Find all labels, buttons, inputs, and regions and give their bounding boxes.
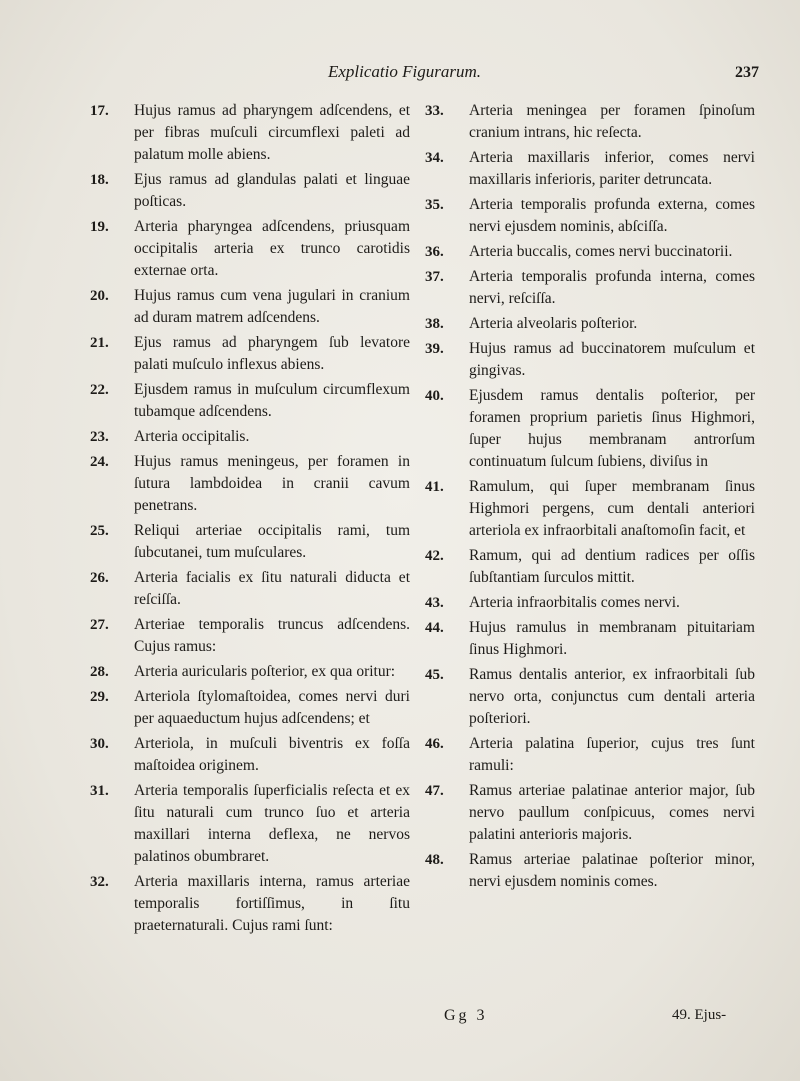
list-item [425, 338, 755, 382]
item-number: 21. [90, 335, 109, 351]
list-item [90, 216, 410, 282]
signature-mark: Gg 3 [444, 1007, 488, 1024]
item-number: 45. [425, 667, 444, 683]
list-item [90, 567, 410, 611]
list-item [425, 780, 755, 846]
list-item [425, 664, 755, 730]
item-text: Ramus arteriae palatinae anterior major, ſub nervo paullum conſpicuus, comes nervi palatini anterioris majoris. [469, 782, 755, 843]
item-number: 43. [425, 595, 444, 611]
list-item [90, 614, 410, 658]
list-item [90, 520, 410, 564]
item-number: 31. [90, 783, 109, 799]
list-item [90, 285, 410, 329]
item-number: 29. [90, 689, 109, 705]
item-text: Arteria pharyngea adſcendens, priusquam occipitalis arteria ex trunco carotidis externae orta. [134, 218, 410, 279]
item-text: Arteria buccalis, comes nervi buccinatorii. [469, 243, 733, 260]
item-text: Arteria auricularis poſterior, ex qua oritur: [134, 663, 396, 680]
list-item [90, 451, 410, 517]
item-text: Ramum, qui ad dentium radices per oſſis ſubſtantiam ſurculos mittit. [469, 547, 755, 586]
item-text: Arteria temporalis profunda externa, comes nervi ejusdem nominis, abſciſſa. [469, 196, 755, 235]
item-number: 44. [425, 620, 444, 636]
item-number: 40. [425, 388, 444, 404]
list-item [90, 332, 410, 376]
item-number: 32. [90, 874, 109, 890]
item-text: Arteria occipitalis. [134, 428, 250, 445]
item-number: 28. [90, 664, 109, 680]
item-number: 47. [425, 783, 444, 799]
list-item [425, 617, 755, 661]
item-number: 46. [425, 736, 444, 752]
list-item [425, 241, 755, 263]
item-text: Ejus ramus ad glandulas palati et linguae poſticas. [134, 171, 410, 210]
item-text: Arteria facialis ex ſitu naturali diducta et reſciſſa. [134, 569, 410, 608]
item-text: Arteriola ſtylomaſtoidea, comes nervi duri per aquaeductum hujus adſcendens; et [134, 688, 410, 727]
item-text: Arteria temporalis ſuperficialis reſecta et ex ſitu naturali cum trunco ſuo et arteria maxillari interna deflexa, ne nervos palatinos obumbraret. [134, 782, 410, 865]
list-item [90, 426, 410, 448]
item-text: Arteriae temporalis truncus adſcendens. Cujus ramus: [134, 616, 410, 655]
item-text: Arteria maxillaris interna, ramus arteriae temporalis fortiſſimus, in ſitu praeternaturali. Cujus rami ſunt: [134, 873, 410, 934]
item-text: Ejusdem ramus dentalis poſterior, per foramen proprium parietis ſinus Highmori, ſuper hujus membranam antrorſum continuatum ſulcum ſubiens, diviſus in [469, 387, 755, 470]
item-number: 36. [425, 244, 444, 260]
item-text: Arteria meningea per foramen ſpinoſum cranium intrans, hic reſecta. [469, 102, 755, 141]
item-number: 42. [425, 548, 444, 564]
item-text: Ejusdem ramus in muſculum circumflexum tubamque adſcendens. [134, 381, 410, 420]
item-number: 22. [90, 382, 109, 398]
item-text: Arteria maxillaris inferior, comes nervi maxillaris inferioris, pariter detruncata. [469, 149, 755, 188]
page-number: 237 [735, 64, 759, 81]
item-text: Hujus ramus meningeus, per foramen in ſutura lambdoidea in cranii cavum penetrans. [134, 453, 410, 514]
list-item [90, 733, 410, 777]
list-item [425, 733, 755, 777]
item-text: Arteria alveolaris poſterior. [469, 315, 638, 332]
item-number: 25. [90, 523, 109, 539]
list-item [425, 476, 755, 542]
item-text: Hujus ramus ad pharyngem adſcendens, et per fibras muſculi circumflexi paleti ad palatum molle abiens. [134, 102, 410, 163]
item-number: 37. [425, 269, 444, 285]
list-item [90, 661, 410, 683]
list-item [425, 592, 755, 614]
item-number: 33. [425, 103, 444, 119]
list-item [90, 780, 410, 868]
item-text: Hujus ramulus in membranam pituitariam ſinus Highmori. [469, 619, 755, 658]
list-item [90, 871, 410, 937]
list-item [425, 313, 755, 335]
item-number: 34. [425, 150, 444, 166]
running-title: Explicatio Figurarum. [328, 62, 481, 81]
item-number: 19. [90, 219, 109, 235]
right-column [425, 100, 755, 896]
item-number: 20. [90, 288, 109, 304]
item-text: Reliqui arteriae occipitalis rami, tum ſubcutanei, tum muſculares. [134, 522, 410, 561]
list-item [425, 545, 755, 589]
list-item [425, 100, 755, 144]
list-item [90, 100, 410, 166]
item-text: Ramus arteriae palatinae poſterior minor, nervi ejusdem nominis comes. [469, 851, 755, 890]
list-item [425, 849, 755, 893]
item-number: 30. [90, 736, 109, 752]
catchword: 49. Ejus- [672, 1007, 727, 1023]
item-text: Ejus ramus ad pharyngem ſub levatore palati muſculo inflexus abiens. [134, 334, 410, 373]
item-number: 23. [90, 429, 109, 445]
item-number: 39. [425, 341, 444, 357]
item-text: Ramus dentalis anterior, ex infraorbitali ſub nervo orta, conjunctus cum dentali arteria poſteriori. [469, 666, 755, 727]
left-column [90, 100, 410, 940]
list-item [90, 686, 410, 730]
list-item [425, 147, 755, 191]
item-number: 26. [90, 570, 109, 586]
item-number: 48. [425, 852, 444, 868]
list-item [425, 266, 755, 310]
list-item [425, 194, 755, 238]
item-text: Arteria infraorbitalis comes nervi. [469, 594, 680, 611]
item-text: Hujus ramus ad buccinatorem muſculum et gingivas. [469, 340, 755, 379]
item-number: 18. [90, 172, 109, 188]
item-text: Arteriola, in muſculi biventris ex foſſa maſtoidea originem. [134, 735, 410, 774]
item-number: 35. [425, 197, 444, 213]
item-number: 41. [425, 479, 444, 495]
item-number: 38. [425, 316, 444, 332]
list-item [90, 379, 410, 423]
item-number: 27. [90, 617, 109, 633]
list-item [90, 169, 410, 213]
item-number: 17. [90, 103, 109, 119]
item-text: Ramulum, qui ſuper membranam ſinus Highmori pergens, cum dentali anteriori arteriola ex infraorbitali anaſtomoſin facit, et [469, 478, 755, 539]
item-text: Arteria temporalis profunda interna, comes nervi, reſciſſa. [469, 268, 755, 307]
item-text: Arteria palatina ſuperior, cujus tres ſunt ramuli: [469, 735, 755, 774]
list-item [425, 385, 755, 473]
item-text: Hujus ramus cum vena jugulari in cranium ad duram matrem adſcendens. [134, 287, 410, 326]
item-number: 24. [90, 454, 109, 470]
